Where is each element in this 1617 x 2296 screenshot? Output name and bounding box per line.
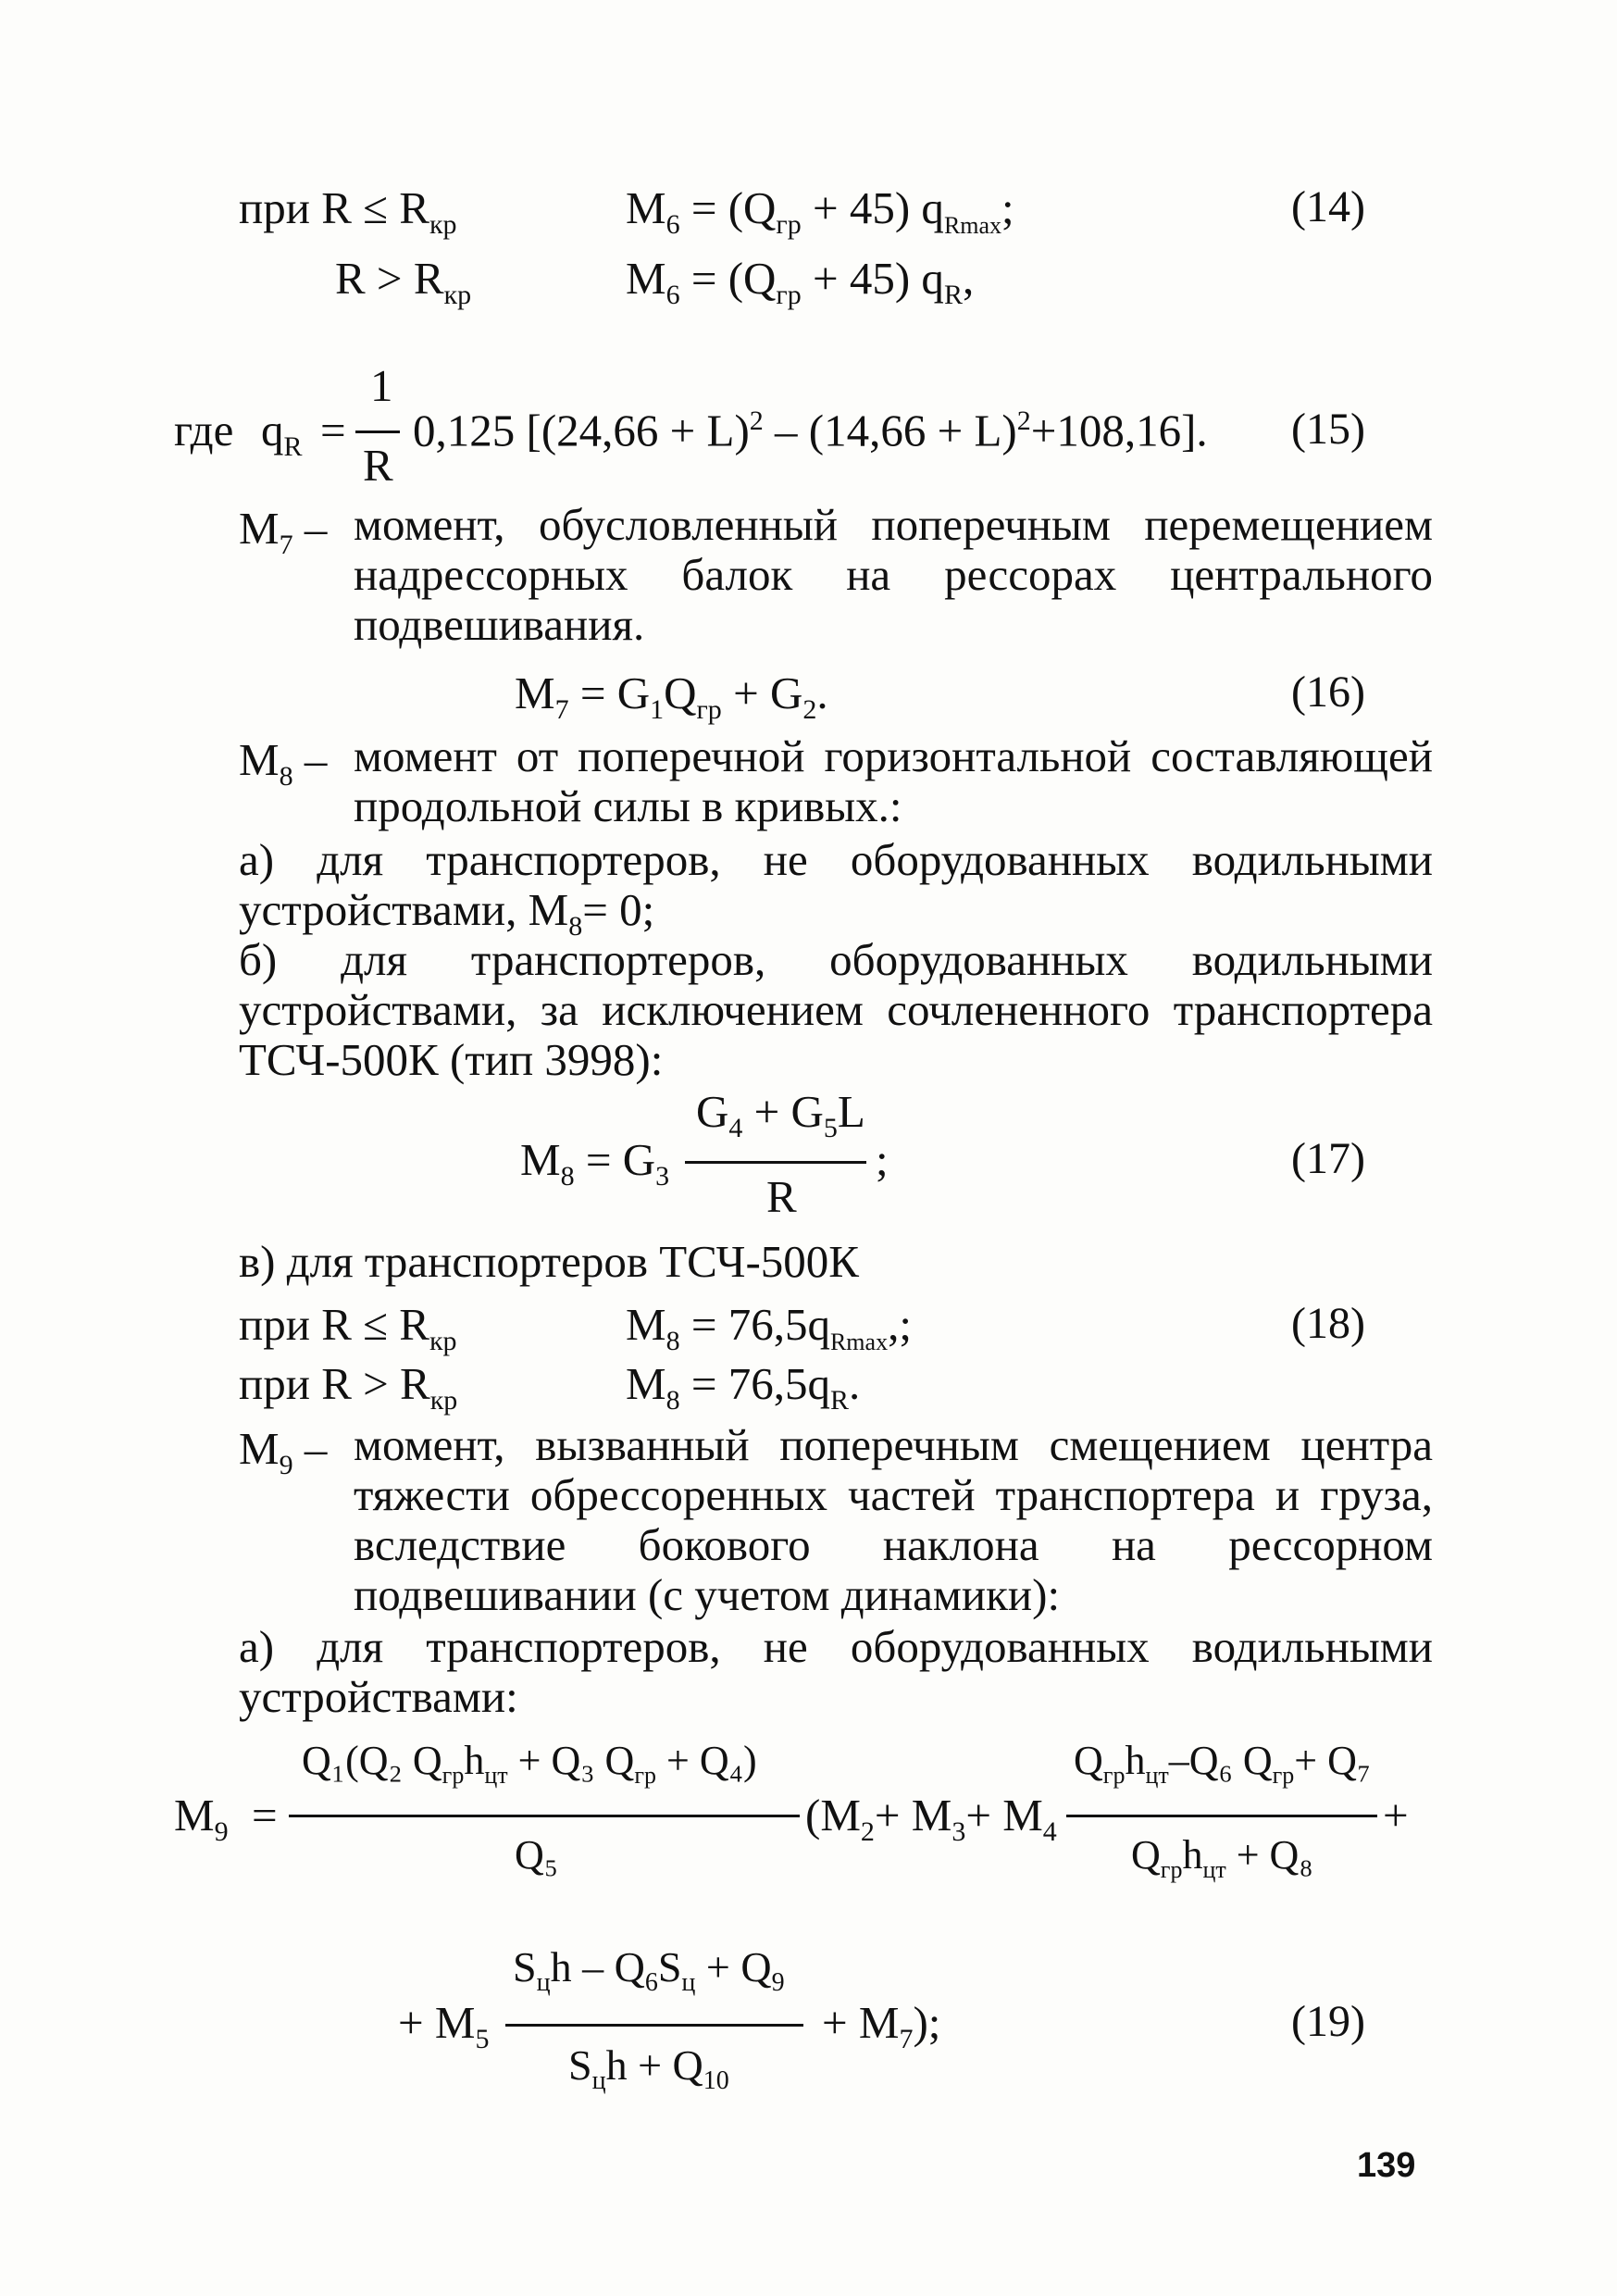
eq19-frac2-bar	[1066, 1815, 1377, 1817]
eq15-equals: =	[320, 405, 346, 455]
eq15-frac-denominator: R	[363, 440, 393, 491]
eq19-middle: ($M_2+ M_3+ M_4$	[805, 1790, 1057, 1847]
page-number: 139	[1357, 2146, 1416, 2185]
eq19-frac1-bar	[289, 1815, 800, 1817]
eq15-frac-numerator: 1	[370, 360, 393, 411]
eq18-formula1: $M_8 = 76,5q_{Rmax}$,;	[626, 1299, 912, 1356]
eq14-cond2: $R > R_{кр}$	[335, 253, 472, 310]
eq18-cond1: при $R \le R_{кр}$	[239, 1299, 457, 1356]
eq14-number: (14)	[1291, 182, 1365, 231]
eq16-number: (16)	[1291, 668, 1365, 717]
eq19-frac3-bar	[505, 2024, 803, 2027]
m8-case-b: б) для транспортеров, оборудованных водильными устройствами, за исключением сочлененного транспортера ТСЧ-500К (тип 3998):	[239, 934, 1433, 1085]
eq19-trailing-plus: +	[1383, 1790, 1409, 1841]
eq17-denominator: R	[766, 1171, 797, 1222]
eq18-cond2: при $R > R_{кр}$	[239, 1358, 458, 1416]
m8-case-a: а) для транспортеров, не оборудованных водильными устройствами, $M_8= 0$;	[239, 834, 1433, 942]
eq17-lhs: $M_8 = G_3$	[520, 1134, 670, 1192]
m7-label: $M_7$ –	[239, 503, 328, 560]
eq19-frac3-numerator: $S_цh - Q_6S_ц + Q_9$	[513, 1943, 785, 1998]
eq17-number: (17)	[1291, 1134, 1365, 1183]
eq19-tail: + $M_7$);	[822, 1997, 941, 2054]
eq18-formula2: $M_8 = 76,5q_R$.	[626, 1358, 861, 1416]
eq14-formula2: $M_6 = (Q_{гр} + 45)$ $q_R$,	[626, 253, 975, 310]
eq17-end: ;	[876, 1134, 889, 1185]
eq19-number: (19)	[1291, 1997, 1365, 2046]
eq16-formula: $M_7 = G_1Q_{гр} + G_2$.	[515, 668, 828, 725]
eq15-where: где	[174, 405, 234, 455]
m9-text: момент, вызванный поперечным смещением центра тяжести обрессоренных частей транспортера и груза, вследствие бокового наклона на рессорном подвешивании (с учетом динамики):	[354, 1419, 1433, 1620]
eq19-frac3-denominator: $S_цh + Q_{10}$	[568, 2041, 729, 2096]
eq14-formula1: $M_6 = (Q_{гр} + 45)$ $q_{Rmax}$;	[626, 182, 1014, 240]
m9-label: $M_9$ –	[239, 1423, 328, 1480]
eq18-number: (18)	[1291, 1299, 1365, 1348]
eq19-frac1-denominator: Q₅	[515, 1832, 559, 1878]
eq15-number: (15)	[1291, 405, 1365, 454]
eq19-m5: + $M_5$	[398, 1997, 490, 2054]
eq15-fraction-bar	[355, 430, 400, 433]
eq17-fraction-bar	[685, 1161, 866, 1164]
eq19-frac2-numerator: $Q_{гр}h_{цт}-Q_6$ $Q_{гр}+ Q_7$	[1074, 1738, 1372, 1789]
m7-text: момент, обусловленный поперечным перемещением надрессорных балок на рессорах центрального подвешивания.	[354, 499, 1433, 650]
eq14-cond1: при $R \le R_{кр}$	[239, 182, 457, 240]
m9-case-a: а) для транспортеров, не оборудованных водильными устройствами:	[239, 1621, 1433, 1722]
eq19-frac2-denominator: $Q_{гр}h_{цт} + Q_8$	[1131, 1832, 1313, 1883]
eq15-body: 0,125 $[(24,66 + L)^2 - (14,66 + L)^2+108,16]$.	[413, 405, 1208, 456]
eq15-q: $q_R$	[261, 405, 303, 462]
eq19-frac1-numerator: Q₁(Q₂ $Q_{гр}h_{цт} + Q_3$ $Q_{гр} + Q_4$)	[302, 1738, 757, 1789]
eq19-equals: =	[252, 1790, 278, 1841]
m8-label: $M_8$ –	[239, 734, 328, 792]
eq17-numerator: $G_4 + G_5L$	[696, 1086, 865, 1143]
m8-case-v: в) для транспортеров ТСЧ-500К	[239, 1236, 859, 1287]
m8-text: момент от поперечной горизонтальной составляющей продольной силы в кривых.:	[354, 730, 1433, 831]
eq19-lhs: $M_9$	[174, 1790, 229, 1847]
